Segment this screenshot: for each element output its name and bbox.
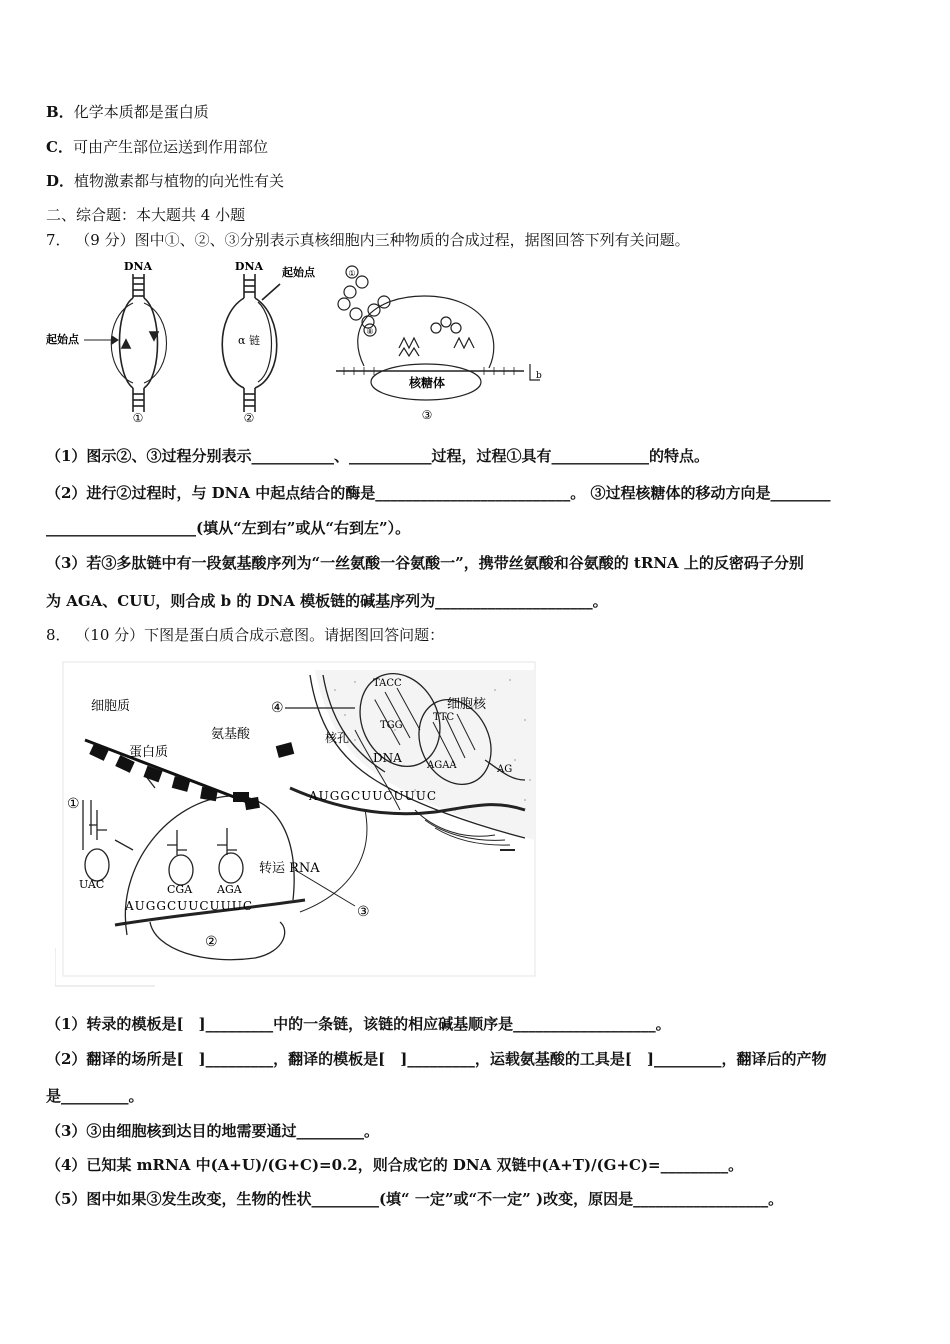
q8-cytoplasm: 细胞质 — [91, 699, 131, 714]
q7-num-1: ① — [132, 411, 144, 425]
q8-num-4: ④ — [271, 700, 284, 716]
q7-alpha-chain: α 链 — [238, 334, 260, 347]
section-heading: 二、综合题：本大题共 4 小题 — [46, 206, 246, 224]
q7-figure — [44, 256, 554, 426]
q7-num-2: ② — [243, 411, 255, 425]
q8-part-4: （4）已知某 mRNA 中(A+U)/(G+C)=0.2，则合成它的 DNA 双链中(A+T)/(G+C)=_________。 — [46, 1156, 744, 1174]
option-letter: C — [46, 138, 58, 156]
q8-part-2a: （2）翻译的场所是[ ]_________，翻译的模板是[ ]_________，运载氨基酸的工具是[ ]_________，翻译后的产物 — [46, 1050, 827, 1068]
q8-part-1: （1）转录的模板是[ ]_________中的一条链，该链的相应碱基顺序是___________________。 — [46, 1015, 671, 1033]
q7-chain-circle-8: ⑧ — [366, 327, 374, 336]
q8-mrna-seq: AUGGCUUCUUUC — [125, 899, 254, 913]
q8-part-5: （5）图中如果③发生改变，生物的性状_________(填“ 一定”或“不一定” )改变，原因是__________________。 — [46, 1190, 784, 1208]
option-d: D．植物激素都与植物的向光性有关 — [46, 172, 285, 190]
q7-part-3a: （3）若③多肽链中有一段氨基酸序列为“一丝氨酸一谷氨酸一”，携带丝氨酸和谷氨酸的 tRNA 上的反密码子分别 — [46, 554, 804, 572]
q8-figure — [55, 660, 539, 990]
option-text: 植物激素都与植物的向光性有关 — [74, 172, 285, 190]
q8-stem: 8． （10 分）下图是蛋白质合成示意图。请据图回答问题： — [46, 626, 445, 644]
q8-trna: 转运 RNA — [259, 861, 320, 876]
option-text: 化学本质都是蛋白质 — [73, 103, 209, 121]
q7-stem: 7． （9 分）图中①、②、③分别表示真核细胞内三种物质的合成过程，据图回答下列有关问题。 — [46, 231, 690, 249]
q8-anticodon-3: AGA — [217, 883, 242, 896]
option-letter: D — [46, 172, 60, 190]
q8-part-2b: 是_________。 — [46, 1087, 144, 1105]
option-text: 可由产生部位运送到作用部位 — [72, 138, 268, 156]
q8-helix2-top: TTC — [433, 712, 455, 723]
q7-num-3: ③ — [421, 408, 433, 422]
q8-num-1: ① — [67, 796, 80, 812]
q7-part-2b: ____________________(填从“左到右”或从“右到左”）。 — [46, 519, 411, 537]
q8-nuclear-pore: 核孔 — [325, 731, 350, 745]
q8-mrna-seq-nucleus: AUGGCUUCUUUC — [309, 789, 438, 803]
q7-chain-circle-1: ① — [348, 269, 356, 278]
q7-part-2a: （2）进行②过程时，与 DNA 中起点结合的酶是__________________________。 ③过程核糖体的移动方向是________ — [46, 484, 831, 502]
q7-dna-label-1: DNA — [123, 260, 153, 273]
q8-num-3: ③ — [357, 904, 370, 920]
option-b: B．化学本质都是蛋白质 — [46, 103, 209, 121]
q8-dna: DNA — [373, 751, 402, 765]
q7-origin-top: 起始点 — [282, 266, 315, 279]
q7-dna-label-2: DNA — [234, 260, 264, 273]
option-c: C．可由产生部位运送到作用部位 — [46, 138, 268, 156]
q8-num-2: ② — [205, 934, 218, 950]
q8-helix2-end: AG — [497, 764, 513, 775]
q7-ribosome-label: 核糖体 — [408, 376, 446, 390]
q8-amino-acid: 氨基酸 — [211, 727, 251, 742]
q7-origin-left: 起始点 — [46, 333, 79, 346]
q8-helix-top: TACC — [373, 678, 402, 689]
q8-anticodon-2: CGA — [167, 883, 193, 896]
q7-end-mark: b — [536, 371, 542, 381]
q8-part-3: （3）③由细胞核到达目的地需要通过_________。 — [46, 1122, 379, 1140]
q8-anticodon-1: UAC — [79, 878, 105, 891]
option-letter: B — [46, 103, 59, 121]
q8-nucleus: 细胞核 — [447, 697, 487, 712]
q8-protein: 蛋白质 — [129, 745, 169, 760]
q7-part-3b: 为 AGA、CUU，则合成 b 的 DNA 模板链的碱基序列为_____________________。 — [46, 592, 608, 610]
q7-part-1: （1）图示②、③过程分别表示___________、___________过程，过程①具有_____________的特点。 — [46, 447, 709, 465]
arrow-icon — [84, 336, 118, 344]
dna-replication-bubble — [111, 274, 166, 412]
q8-helix-bottom: TGG — [380, 720, 403, 731]
q8-helix2-mid: AGAA — [427, 760, 457, 771]
